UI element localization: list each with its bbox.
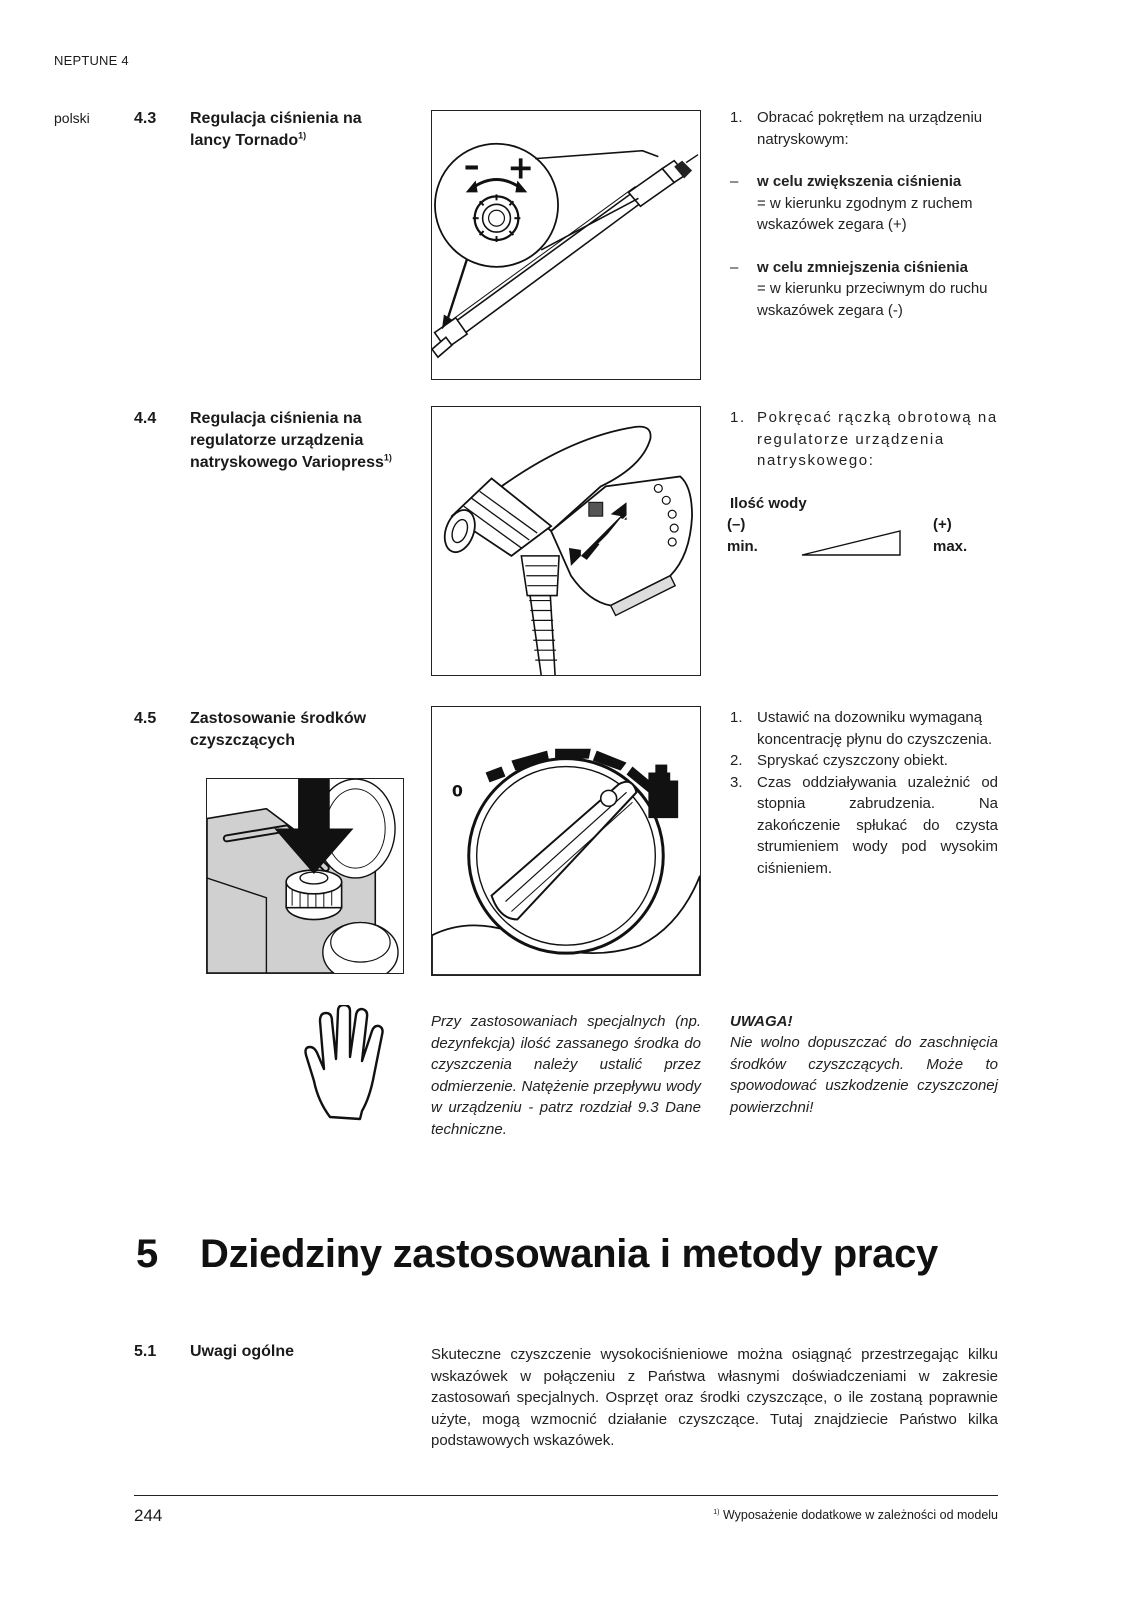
footnote-mark: 1) (713, 1508, 720, 1516)
step-text: Pokręcać rączką obrotową na regulatorze urządzenia natryskowego: (757, 409, 998, 469)
detergent-tank-figure (206, 778, 404, 974)
section-5-1-title: Uwagi ogólne (190, 1343, 294, 1360)
section-4-3-title (190, 108, 405, 152)
footnote (713, 1508, 998, 1522)
footnote-ref: 1) (383, 452, 392, 463)
variopress-figure (431, 406, 701, 676)
footnote-text: Wyposażenie dodatkowe w zależności od modelu (722, 1508, 998, 1522)
step-text: Ustawić na dozowniku wymaganą koncentrację płynu do czyszczenia. (757, 709, 993, 748)
list-dash: – (730, 173, 739, 190)
section-4-4-title-text: Regulacja ciśnienia na regulatorze urządzenia natryskowego Variopress (190, 410, 384, 471)
step-number: 1. (730, 709, 743, 726)
step-number: 1. (730, 109, 743, 126)
step-number: 3. (730, 773, 743, 791)
section-4-4-instructions (730, 407, 998, 472)
section-5-1-text: Skuteczne czyszczenie wysokociśnieniowe można osiągnąć przestrzegając kilku wskazówek w połączeniu z Państwa własnymi doświadczeniami w zakresie zastosowań specjalnych. Osprzęt oraz środki czyszczące, o ile zostaną poprawnie użyte, mogą wzmocnić działanie czyszczące. Tutaj znajdziecie Państwo kilka podstawowych wskazówek. (431, 1346, 998, 1449)
increase-pressure-label: w celu zwiększenia ciśnienia (757, 173, 962, 190)
warning-title: UWAGA! (730, 1013, 793, 1030)
decrease-pressure-text: = w kierunku przeciwnym do ruchu wskazówek zegara (-) (757, 280, 988, 319)
section-4-3-number: 4.3 (134, 110, 157, 127)
step-number: 2. (730, 752, 743, 769)
section-5-1-number: 5.1 (134, 1343, 157, 1360)
chapter-title: Dziedziny zastosowania i metody pracy (200, 1232, 939, 1276)
hand-warning-icon (300, 1005, 396, 1123)
water-amount-title: Ilość wody (730, 495, 807, 512)
list-dash: – (730, 258, 739, 276)
legend-min: min. (727, 538, 758, 555)
variopress-illustration (432, 407, 700, 675)
flow-wedge-icon (800, 528, 904, 558)
decrease-pressure-label: w celu zmniejszenia ciśnienia (757, 258, 968, 276)
tornado-lance-figure (431, 110, 701, 380)
page-number: 244 (134, 1506, 163, 1525)
section-4-3-title-text: Regulacja ciśnienia na lancy Tornado (190, 110, 362, 149)
legend-plus: (+) (933, 516, 952, 533)
legend-minus: (–) (727, 516, 746, 533)
section-4-3-instructions (730, 107, 998, 321)
legend-max: max. (933, 538, 968, 555)
step-text: Obracać pokrętłem na urządzeniu natryskowym: (757, 109, 983, 148)
section-4-4-number: 4.4 (134, 410, 157, 427)
increase-pressure-text: = w kierunku zgodnym z ruchem wskazówek zegara (+) (757, 194, 973, 233)
section-4-5-title: Zastosowanie środków czyszczących (190, 710, 367, 749)
increase-sign: + (507, 150, 535, 187)
dial-zero-label: 0 (451, 781, 463, 801)
chapter-heading (136, 1232, 938, 1277)
chapter-number: 5 (136, 1232, 158, 1276)
decrease-sign: – (463, 148, 480, 185)
tornado-lance-illustration (432, 111, 700, 379)
step-number: 1. (730, 409, 746, 426)
step-text: Spryskać czyszczony obiekt. (757, 752, 948, 769)
special-use-note: Przy zastosowaniach specjalnych (np. dezynfekcja) ilość zassanego środka do czyszczenia należy ustalić przez odmierzenie. Natężenie przepływu wody w urządzeniu - patrz rozdział 9.3 Dane techniczne. (431, 1013, 701, 1138)
footer-divider (134, 1495, 998, 1496)
warning-text: Nie wolno dopuszczać do zaschnięcia środków czyszczących. Może to spowodować uszkodzenie czyszczonej powierzchni! (730, 1034, 998, 1116)
dosing-dial-illustration (432, 707, 700, 975)
document-header: NEPTUNE 4 (54, 53, 129, 68)
section-4-5-instructions (730, 707, 998, 879)
section-4-5-number: 4.5 (134, 710, 157, 727)
section-4-4-title (190, 408, 405, 474)
dosing-dial-figure (431, 706, 701, 976)
language-label: polski (54, 110, 90, 126)
detergent-fill-illustration (207, 779, 403, 973)
step-text: Czas oddziaływania uzależnić od stopnia zabrudzenia. Na zakończenie spłukać do czysta strumieniem wody pod wysokim ciśnieniem. (757, 773, 998, 877)
footnote-ref: 1) (298, 130, 307, 141)
